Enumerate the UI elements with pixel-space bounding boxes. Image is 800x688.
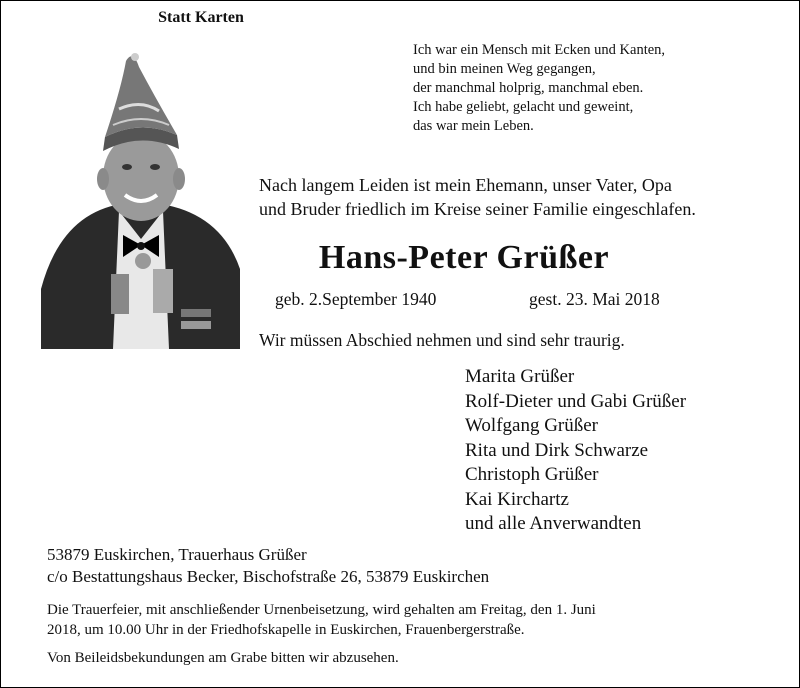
address-line: 53879 Euskirchen, Trauerhaus Grüßer — [47, 545, 307, 564]
poem-line: und bin meinen Weg gegangen, — [413, 61, 596, 77]
intro-line: Nach langem Leiden ist mein Ehemann, unser Vater, Opa — [259, 175, 672, 195]
notice-line: Die Trauerfeier, mit anschließender Urnenbeisetzung, wird gehalten am Freitag, den 1. Juni — [47, 602, 596, 618]
birth-date: geb. 2.September 1940 — [275, 289, 437, 309]
list-item: Marita Grüßer — [465, 366, 575, 387]
address-line: c/o Bestattungshaus Becker, Bischofstraße 26, 53879 Euskirchen — [47, 566, 490, 586]
mourners-list — [465, 365, 686, 537]
poem-line: der manchmal holprig, manchmal eben. — [413, 80, 644, 96]
poem — [413, 41, 665, 136]
list-item: Kai Kirchartz — [465, 488, 569, 510]
list-item: und alle Anverwandten — [465, 513, 642, 534]
ceremony-notice — [47, 600, 596, 640]
intro-line: und Bruder friedlich im Kreise seiner Familie eingeschlafen. — [259, 199, 696, 219]
list-item: Rita und Dirk Schwarze — [465, 439, 649, 461]
list-item: Christoph Grüßer — [465, 464, 599, 485]
poem-line: Ich habe geliebt, gelacht und geweint, — [413, 99, 634, 115]
death-date: gest. 23. Mai 2018 — [529, 289, 660, 309]
list-item: Rolf-Dieter und Gabi Grüßer — [465, 390, 687, 412]
deceased-name: Hans-Peter Grüßer — [318, 239, 610, 276]
header-title: Statt Karten — [158, 9, 244, 26]
address-block — [47, 544, 489, 587]
portrait-illustration — [41, 39, 240, 349]
poem-line: das war mein Leben. — [413, 118, 534, 134]
list-item: Wolfgang Grüßer — [465, 415, 599, 436]
intro-text — [259, 173, 696, 221]
farewell-text: Wir müssen Abschied nehmen und sind sehr traurig. — [259, 330, 625, 350]
condolence-notice: Von Beileidsbekundungen am Grabe bitten wir abzusehen. — [47, 650, 399, 666]
poem-line: Ich war ein Mensch mit Ecken und Kanten, — [413, 42, 666, 58]
portrait-photo — [41, 39, 240, 349]
notice-line: 2018, um 10.00 Uhr in der Friedhofskapelle in Euskirchen, Frauenbergerstraße. — [47, 622, 525, 638]
